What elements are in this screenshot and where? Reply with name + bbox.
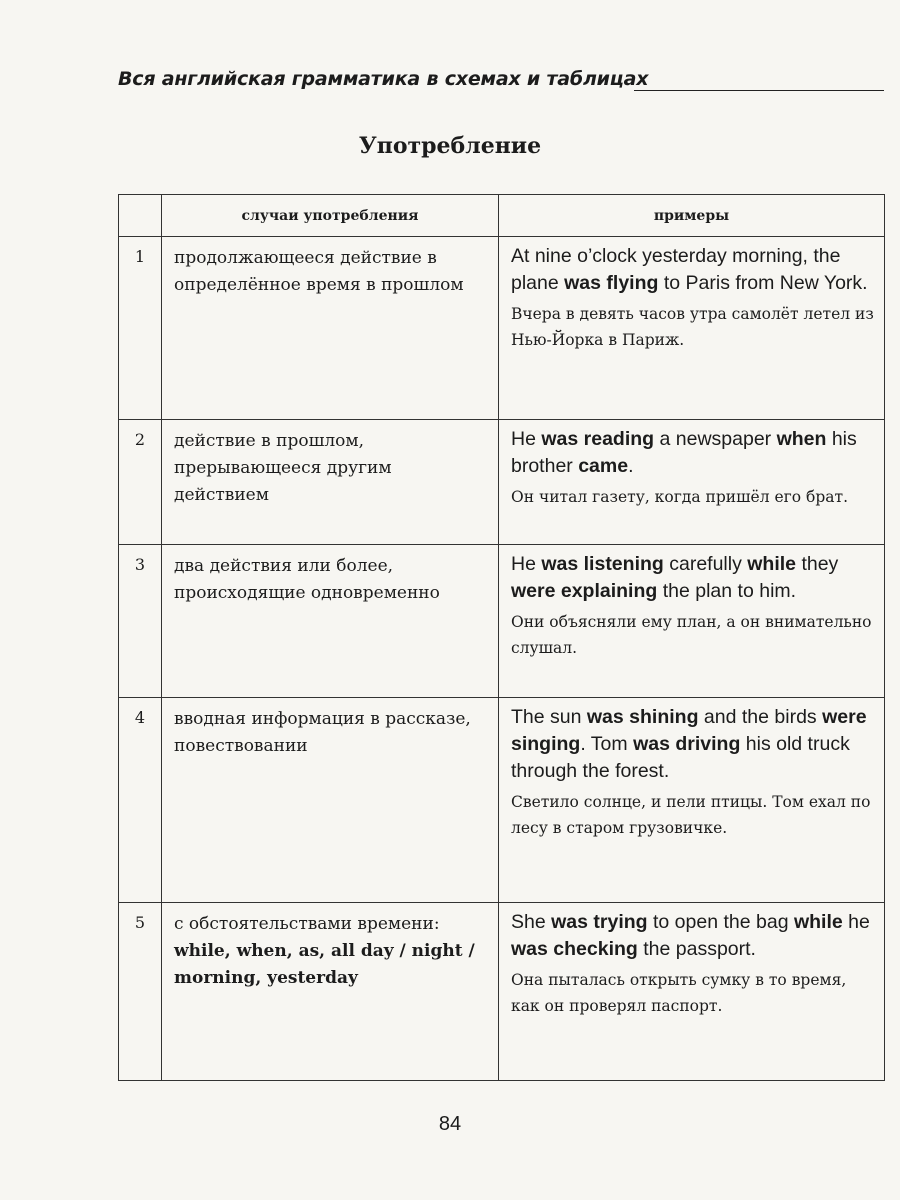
bold-text-run: came [578,455,629,477]
text-run: the plan to him. [657,580,797,602]
russian-translation: Она пыталась открыть сумку в то время, как он проверял паспорт. [511,971,847,1015]
example-cell [499,420,885,545]
text-run: he [842,911,870,933]
example-cell [499,237,885,420]
running-header [118,68,884,94]
bold-text-run: was driving [633,733,741,755]
text-run: At nine o’clock yesterday morning, the plane [511,245,841,294]
english-example [511,704,874,785]
bold-text-run: was trying [551,911,648,933]
bold-text-run: was flying [564,272,659,294]
row-number: 2 [119,420,162,545]
text-run: . Tom [580,733,634,755]
column-header-cases: случаи употребления [162,195,499,237]
bold-text-run: when [776,428,827,450]
example-cell [499,698,885,903]
bold-text-run: was shining [586,706,699,728]
text-run: She [511,911,552,933]
text-run: to open the bag [647,911,794,933]
header-rule [634,90,884,91]
bold-text-run: were explaining [511,580,658,602]
usage-case: продолжающееся действие в определённое время в прошлом [162,237,499,420]
bold-text-run: while, when, as, all day / night / morning, yesterday [174,941,475,988]
russian-translation: Вчера в девять часов утра самолёт летел из Нью-Йорка в Париж. [511,305,874,349]
text-run: and the birds [698,706,823,728]
bold-text-run: was listening [541,553,664,575]
text-run: . [628,455,634,477]
example-cell [499,545,885,698]
column-header-examples: примеры [499,195,885,237]
section-title: Употребление [358,133,542,159]
text-run: с обстоятельствами времени: [174,914,440,934]
row-number: 3 [119,545,162,698]
row-number: 4 [119,698,162,903]
usage-case: действие в прошлом, прерывающееся другим действием [162,420,499,545]
text-run: He [511,428,542,450]
text-run: they [796,553,839,575]
text-run: He [511,553,542,575]
row-number: 5 [119,903,162,1081]
bold-text-run: while [747,553,797,575]
row-number: 1 [119,237,162,420]
table-row [119,420,885,545]
table-row [119,698,885,903]
english-example [511,243,874,297]
russian-translation: Он читал газету, когда пришёл его брат. [511,488,849,506]
bold-text-run: was reading [541,428,655,450]
english-example [511,909,874,963]
english-example [511,426,874,480]
russian-translation: Светило солнце, и пели птицы. Том ехал по лесу в старом грузовичке. [511,793,871,837]
usage-case [162,903,499,1081]
book-title: Вся английская грамматика в схемах и таблицах [118,68,649,90]
russian-translation: Они объясняли ему план, а он внимательно слушал. [511,613,872,657]
text-run: a newspaper [654,428,777,450]
usage-case: вводная информация в рассказе, повествовании [162,698,499,903]
usage-case: два действия или более, происходящие одновременно [162,545,499,698]
text-run: The sun [511,706,587,728]
text-run: to Paris from New York. [658,272,868,294]
column-header-number [119,195,162,237]
table-row [119,903,885,1081]
page-number: 84 [438,1113,462,1135]
bold-text-run: was checking [511,938,638,960]
text-run: his old truck through the forest. [511,733,850,782]
example-cell [499,903,885,1081]
text-run: his brother [511,428,857,477]
english-example [511,551,874,605]
table-row [119,545,885,698]
bold-text-run: while [793,911,843,933]
table-row [119,237,885,420]
bold-text-run: were singing [511,706,867,755]
text-run: the passport. [637,938,756,960]
table-header-row [119,195,885,237]
usage-table [118,194,885,1081]
text-run: carefully [663,553,748,575]
